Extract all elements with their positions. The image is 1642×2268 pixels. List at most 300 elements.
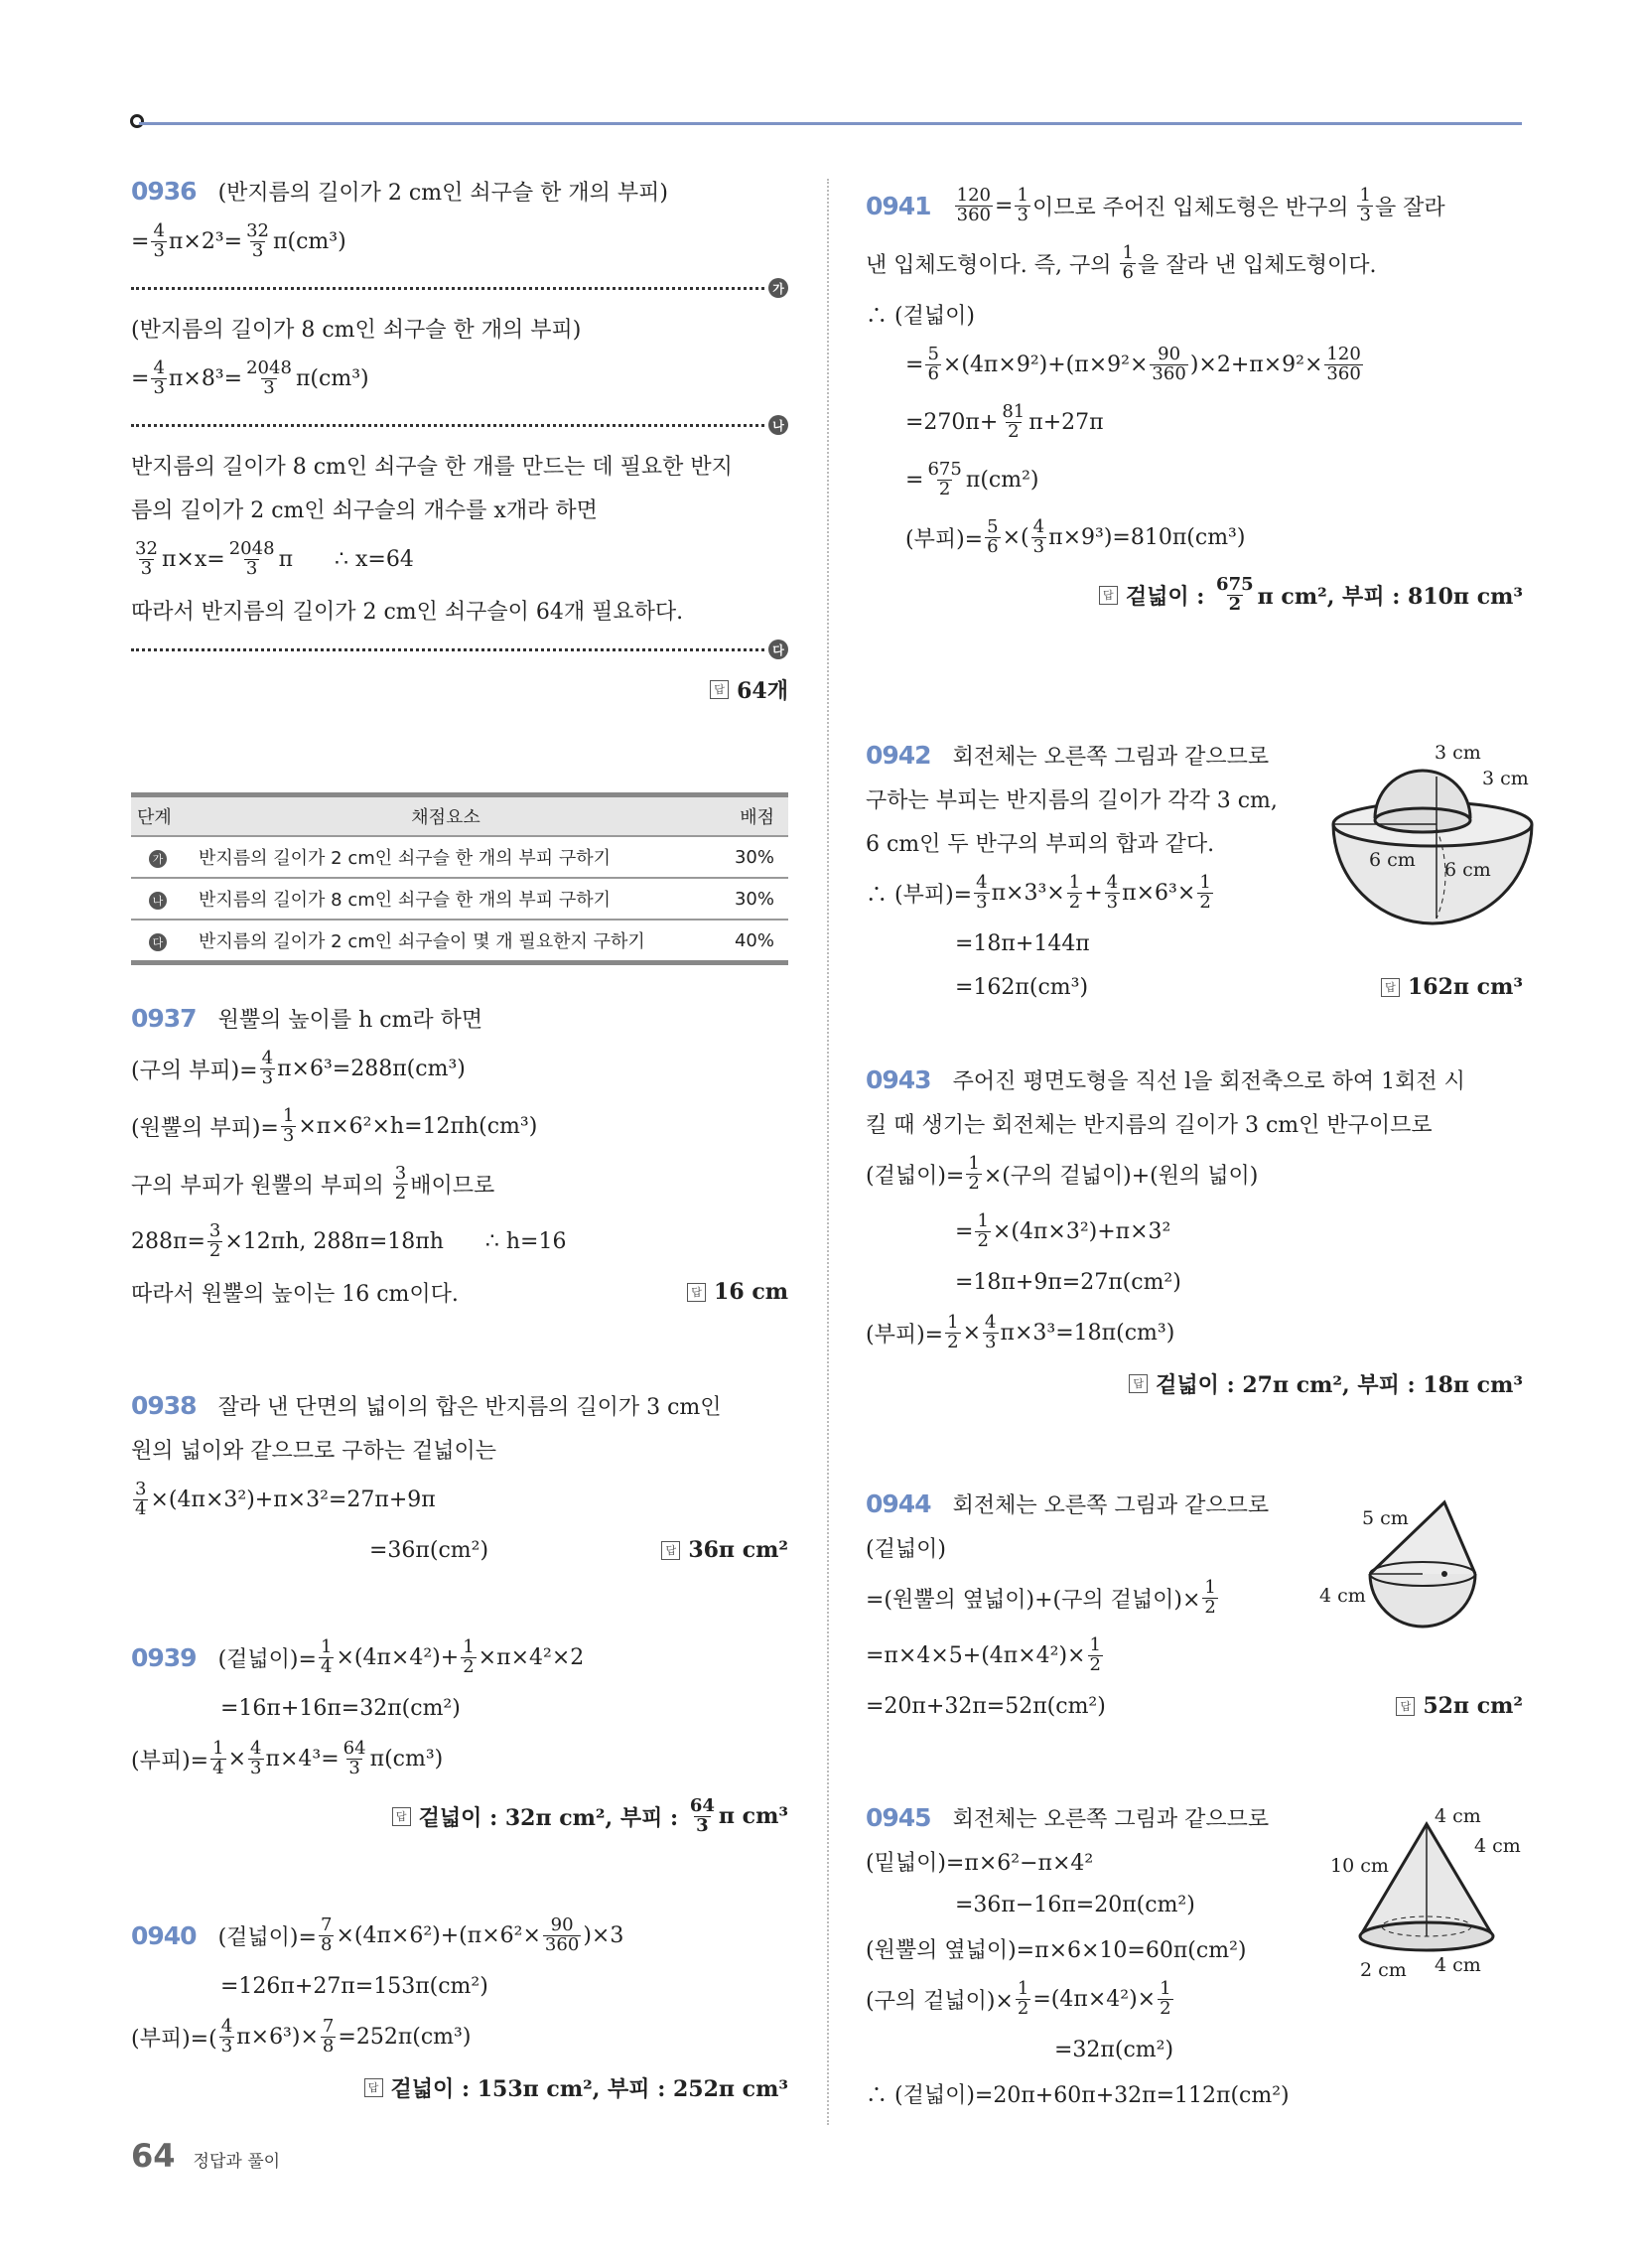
problem-number: 0941 — [866, 191, 931, 220]
denominator: 360 — [1152, 362, 1186, 384]
line-content — [866, 783, 1278, 814]
problem-number: 0938 — [131, 1390, 197, 1420]
denominator: 3 — [263, 376, 275, 398]
text-run: 반지름의 길이가 8 cm인 쇠구슬 한 개를 만드는 데 필요한 반지 — [131, 454, 733, 480]
denominator: 3 — [1359, 204, 1371, 225]
text-run: (원뿔의 옆넓이)=π×6×10=60π(cm²) — [866, 1937, 1247, 1963]
text-run: ×(4π×6²)+(π×6²× — [336, 1922, 541, 1948]
text-run: ×(4π×3²)+π×3² — [992, 1218, 1171, 1244]
line-content — [220, 1696, 461, 1721]
answer-icon: 답 — [1129, 1374, 1148, 1393]
step-separator — [131, 632, 788, 667]
solution-line — [131, 996, 788, 1040]
header-step: 단계 — [131, 795, 198, 837]
text-run: 겉넓이 : 27π cm², 부피 : 18π cm³ — [1156, 1371, 1523, 1398]
solution-line — [131, 1383, 788, 1427]
text-run: = — [131, 365, 150, 391]
header-rule — [139, 122, 1522, 125]
figure-0942-hemispheres — [1325, 737, 1539, 925]
problem-0943 — [866, 1058, 1523, 1405]
numerator: 5 — [927, 343, 939, 364]
fraction — [281, 1104, 296, 1146]
text-run: π cm³ — [718, 1803, 788, 1829]
answer-icon: 답 — [364, 2078, 383, 2097]
fraction — [319, 1916, 334, 1955]
line-content — [866, 1311, 1175, 1352]
numerator: 3 — [394, 1162, 407, 1184]
denominator: 3 — [251, 239, 264, 261]
fraction — [1197, 871, 1212, 913]
text-run: (구의 부피)= — [131, 1058, 258, 1083]
solution-line — [866, 508, 1523, 566]
text-run: =20π+32π=52π(cm²) — [866, 1693, 1106, 1719]
solution-line — [131, 1270, 788, 1314]
text-run: × — [227, 1746, 247, 1772]
numerator: 1 — [1199, 871, 1211, 893]
row-score: 30% — [694, 878, 788, 920]
text-run: (겉넓이)= — [217, 1646, 317, 1672]
denominator: 3 — [1032, 535, 1045, 557]
problem-number: 0943 — [866, 1064, 931, 1094]
text-run: ×π×4²×2 — [478, 1644, 585, 1670]
text-run: (부피)=( — [131, 2026, 217, 2052]
problem-number: 0939 — [131, 1642, 197, 1672]
text-run: 이므로 주어진 입체도형은 반구의 — [1031, 195, 1356, 220]
solution-line — [131, 1040, 788, 1097]
text-run: π×2³= — [168, 228, 243, 254]
line-content — [866, 871, 1215, 913]
denominator: 2 — [968, 1172, 980, 1194]
problem-0937 — [131, 996, 788, 1314]
text-run: = — [905, 467, 924, 493]
numerator: 2048 — [246, 356, 292, 378]
line-content — [866, 1488, 1269, 1519]
page-label: 정답과 풀이 — [193, 2152, 281, 2172]
text-run: + — [1084, 880, 1103, 906]
text-run: (반지름의 길이가 2 cm인 쇠구슬 한 개의 부피) — [217, 180, 668, 206]
denominator: 3 — [140, 557, 153, 579]
denominator: 3 — [348, 1757, 360, 1778]
text-run: =32π(cm²) — [1054, 2037, 1174, 2062]
numerator: 1 — [968, 1152, 980, 1174]
answer-icon: 답 — [1381, 978, 1400, 997]
text-run: π×8³= — [168, 365, 243, 391]
fraction — [244, 219, 271, 261]
solution-line — [131, 306, 788, 350]
numerator: 4 — [250, 1737, 262, 1759]
text-run: 킬 때 생기는 회전체는 반지름의 길이가 3 cm인 반구이므로 — [866, 1112, 1433, 1138]
denominator: 360 — [544, 1933, 580, 1955]
line-content — [131, 1635, 585, 1677]
denominator: 2 — [1068, 891, 1081, 913]
line-content — [866, 1532, 946, 1563]
text-run: (겉넓이)= — [217, 1924, 317, 1950]
numerator: 4 — [153, 356, 165, 378]
solution-line — [866, 1058, 1523, 1101]
step-marker: 나 — [768, 415, 788, 435]
text-run: =16π+16π=32π(cm²) — [220, 1695, 461, 1721]
line-content — [866, 1933, 1246, 1964]
solution-line — [866, 234, 1523, 292]
text-run: (반지름의 길이가 8 cm인 쇠구슬 한 개의 부피) — [131, 317, 582, 343]
answer-icon: 답 — [1099, 586, 1118, 605]
line-content — [131, 176, 668, 207]
denominator: 2 — [1160, 1997, 1171, 2019]
line-content — [955, 1209, 1171, 1251]
numerator: 1 — [282, 1104, 295, 1126]
numerator: 120 — [956, 184, 992, 206]
text-run: π×3³=18π(cm³) — [1000, 1320, 1175, 1346]
text-run: π×6³=288π(cm³) — [277, 1056, 466, 1081]
denominator: 2 — [208, 1239, 221, 1261]
denominator: 3 — [1106, 891, 1119, 913]
table-row — [131, 920, 788, 963]
solution-line — [866, 921, 1523, 965]
fraction — [1150, 343, 1187, 384]
denominator: 8 — [322, 2035, 335, 2056]
numerator: 1 — [320, 1635, 333, 1657]
fig-label: 5 cm — [1362, 1507, 1409, 1529]
line-content — [866, 1152, 1259, 1194]
problem-0938 — [131, 1383, 788, 1572]
line-content — [131, 1162, 495, 1204]
text-run: )×3 — [583, 1922, 624, 1948]
table-row — [131, 878, 788, 920]
text-run: (원뿔의 부피)= — [131, 1115, 279, 1141]
denominator: 2 — [947, 1331, 959, 1352]
numerator: 64 — [689, 1794, 715, 1816]
text-run: 낸 입체도형이다. 즉, 구의 — [866, 252, 1119, 278]
solution-line — [131, 350, 788, 407]
fraction — [210, 1737, 225, 1778]
denominator: 2 — [1008, 420, 1020, 442]
text-run: 을 잘라 — [1374, 195, 1445, 220]
header-bullet — [130, 114, 144, 128]
text-run: =252π(cm³) — [338, 2024, 472, 2050]
text-run: 겉넓이 : — [1125, 583, 1213, 610]
numerator: 7 — [320, 1914, 333, 1935]
text-run: π(cm³) — [369, 1746, 444, 1772]
solution-line — [131, 1155, 788, 1212]
answer-line — [866, 1361, 1523, 1405]
solution-line — [131, 443, 788, 487]
line-content — [866, 241, 1377, 283]
row-score: 30% — [694, 836, 788, 878]
solution-line — [131, 530, 788, 588]
line-content — [866, 1108, 1433, 1139]
denominator: 2 — [463, 1655, 475, 1677]
solution-line — [866, 1795, 1332, 1839]
row-item: 반지름의 길이가 2 cm인 쇠구슬 한 개의 부피 구하기 — [198, 836, 694, 878]
answer — [1396, 1693, 1523, 1719]
dotted-rule — [131, 287, 764, 290]
text-run: ∴ (겉넓이) — [866, 303, 975, 329]
fraction — [1105, 871, 1120, 913]
fig-label: 4 cm — [1319, 1585, 1366, 1607]
text-run: π(cm³) — [273, 228, 346, 254]
fig-label: 4 cm — [1435, 1954, 1481, 1976]
line-content — [905, 515, 1246, 557]
solution-line — [131, 1730, 788, 1787]
text-run: (구의 겉넓이)× — [866, 1988, 1014, 2014]
text-run: = — [905, 352, 924, 377]
fraction — [461, 1635, 476, 1677]
denominator: 3 — [261, 1066, 274, 1088]
text-run: 을 잘라 낸 입체도형이다. — [1137, 252, 1377, 278]
text-run: 162π cm³ — [1408, 974, 1523, 1000]
line-content — [131, 2015, 472, 2056]
step-separator — [131, 270, 788, 306]
text-run: = — [955, 1218, 974, 1244]
solution-line — [866, 1101, 1523, 1145]
text-run: π×6³)× — [236, 2024, 319, 2050]
dotted-rule — [131, 648, 764, 651]
text-run: =18π+9π=27π(cm²) — [955, 1269, 1181, 1295]
fraction — [925, 343, 940, 384]
fraction — [1016, 1977, 1030, 2019]
text-run: π ∴ x=64 — [278, 546, 414, 572]
text-run: 회전체는 오른쪽 그림과 같으므로 — [952, 1492, 1270, 1518]
text-run: ×12πh, 288π=18πh ∴ h=16 — [224, 1228, 567, 1254]
text-run: (겉넓이)= — [866, 1163, 965, 1189]
line-content — [866, 2078, 1290, 2109]
line-content — [866, 1576, 1220, 1618]
text-run: =π×4×5+(4π×4²)× — [866, 1642, 1086, 1668]
text-run: π(cm³) — [295, 365, 369, 391]
solution-line — [866, 451, 1523, 508]
answer-line — [866, 566, 1523, 624]
page-footer — [131, 2137, 280, 2175]
solution-line — [131, 1212, 788, 1270]
line-content — [131, 1478, 436, 1519]
line-content — [866, 1064, 1465, 1095]
numerator: 675 — [927, 458, 962, 480]
problem-number: 0940 — [131, 1920, 197, 1950]
text-run: 따라서 반지름의 길이가 2 cm인 쇠구슬이 64개 필요하다. — [131, 599, 684, 625]
denominator: 3 — [220, 2035, 233, 2056]
numerator: 3 — [135, 1478, 147, 1499]
answer — [661, 1537, 788, 1563]
numerator: 1 — [1204, 1576, 1216, 1598]
line-content — [131, 1434, 496, 1465]
row-score: 40% — [694, 920, 788, 963]
numerator: 90 — [550, 1914, 574, 1935]
solution-line — [866, 2028, 1523, 2071]
numerator: 1 — [1160, 1977, 1171, 1999]
text-run: × — [962, 1320, 982, 1346]
text-run: π×9³)=810π(cm³) — [1048, 524, 1246, 550]
solution-line — [866, 336, 1523, 393]
text-run: π(cm²) — [965, 467, 1039, 493]
line-content — [866, 1694, 1106, 1719]
line-content — [866, 1802, 1269, 1833]
text-run: π×4³= — [265, 1746, 340, 1772]
solution-line — [866, 2071, 1523, 2115]
text-run: ∴ (겉넓이)=20π+60π+32π=112π(cm²) — [866, 2082, 1290, 2108]
row-item: 반지름의 길이가 8 cm인 쇠구슬 한 개의 부피 구하기 — [198, 878, 694, 920]
numerator: 1 — [1068, 871, 1081, 893]
fraction — [985, 515, 1000, 557]
problem-0941 — [866, 177, 1523, 624]
fraction — [543, 1916, 581, 1955]
line-content — [131, 219, 346, 261]
denominator: 3 — [282, 1124, 295, 1146]
problem-number: 0942 — [866, 740, 931, 770]
line-content — [131, 356, 369, 398]
line-content — [131, 595, 683, 626]
answer — [1129, 1368, 1523, 1399]
text-run: (겉넓이) — [866, 1536, 946, 1562]
text-run: =(4π×4²)× — [1032, 1986, 1157, 2012]
text-run: 주어진 평면도형을 직선 l을 회전축으로 하여 1회전 시 — [952, 1068, 1465, 1094]
problem-number: 0937 — [131, 1003, 197, 1033]
fraction — [342, 1737, 368, 1778]
numerator: 1 — [463, 1635, 475, 1657]
text-run: (부피)= — [905, 526, 984, 552]
answer — [1381, 974, 1523, 1000]
answer — [710, 674, 788, 705]
fraction — [974, 871, 989, 913]
fig-label: 6 cm — [1444, 859, 1491, 881]
fraction — [1202, 1576, 1217, 1618]
step-marker: 다 — [149, 933, 167, 951]
solution-line — [866, 177, 1523, 234]
figure-0945-cone-sphere — [1330, 1802, 1529, 1981]
line-content — [131, 1277, 459, 1308]
text-run: 36π cm² — [688, 1537, 788, 1563]
text-run: =(원뿔의 옆넓이)+(구의 겉넓이)× — [866, 1587, 1201, 1613]
answer — [392, 1794, 788, 1836]
dotted-rule — [131, 424, 764, 427]
denominator: 3 — [245, 557, 258, 579]
fraction — [945, 1311, 960, 1352]
fraction — [227, 537, 277, 579]
line-content — [955, 1270, 1181, 1295]
text-run: ×(4π×4²)+ — [336, 1644, 460, 1670]
text-run: = — [131, 228, 150, 254]
text-run: 구하는 부피는 반지름의 길이가 각각 3 cm, — [866, 787, 1278, 813]
line-content — [905, 458, 1039, 499]
text-run: π+27π — [1028, 409, 1104, 435]
numerator: 64 — [342, 1737, 366, 1759]
answer — [687, 1279, 788, 1305]
denominator: 2 — [1017, 1997, 1029, 2019]
text-run: 64개 — [737, 677, 788, 704]
solution-line — [131, 1907, 788, 1964]
fraction — [983, 1311, 998, 1352]
fraction — [1088, 1633, 1103, 1675]
denominator: 2 — [1228, 593, 1242, 615]
solution-line — [131, 1629, 788, 1686]
answer — [1099, 573, 1523, 615]
answer-icon: 답 — [1396, 1697, 1415, 1716]
fraction — [319, 1635, 334, 1677]
solution-line — [866, 1839, 1332, 1883]
denominator: 3 — [153, 239, 165, 261]
numerator: 5 — [987, 515, 999, 537]
denominator: 360 — [956, 204, 992, 225]
answer-icon: 답 — [710, 680, 729, 699]
line-content — [220, 1974, 488, 1999]
step-marker: 나 — [149, 892, 167, 910]
line-content — [131, 313, 581, 344]
fraction — [244, 356, 294, 398]
step-marker: 가 — [149, 850, 167, 868]
numerator: 4 — [153, 219, 165, 241]
page-number: 64 — [131, 2137, 176, 2175]
text-run: = — [995, 193, 1014, 218]
problem-0940 — [131, 1907, 788, 2109]
line-content — [131, 1390, 722, 1421]
numerator: 4 — [976, 871, 988, 893]
line-content — [955, 1893, 1195, 1917]
text-run: π×x= — [161, 546, 225, 572]
text-run: π cm², 부피 : 810π cm³ — [1257, 583, 1523, 610]
text-run: =162π(cm³) — [955, 974, 1089, 1000]
line-content — [131, 1916, 623, 1955]
text-run: π×6³× — [1122, 880, 1196, 906]
numerator: 4 — [1032, 515, 1045, 537]
answer-line — [131, 2065, 788, 2109]
numerator: 675 — [1216, 573, 1254, 595]
line-content — [131, 450, 733, 481]
denominator: 6 — [987, 535, 999, 557]
numerator: 32 — [246, 219, 270, 241]
fig-label: 3 cm — [1482, 768, 1529, 789]
fraction — [975, 1209, 990, 1251]
step-marker: 가 — [768, 278, 788, 298]
text-run: ∴ (부피)= — [866, 882, 973, 908]
text-run: 겉넓이 : 32π cm², 부피 : — [418, 1804, 686, 1831]
text-run: ×π×6²×h=12πh(cm³) — [298, 1113, 538, 1139]
solution-line — [866, 1145, 1523, 1203]
figure-0944-cone-hemisphere — [1315, 1494, 1534, 1653]
text-run: 회전체는 오른쪽 그림과 같으므로 — [952, 744, 1270, 770]
answer-line — [131, 667, 788, 711]
numerator: 1 — [1017, 184, 1028, 206]
line-content — [866, 1977, 1175, 2019]
denominator: 3 — [696, 1814, 709, 1836]
scoring-table — [131, 792, 788, 965]
solution-line — [866, 965, 1523, 1009]
text-run: (부피)= — [131, 1748, 209, 1773]
text-run: =36π−16π=20π(cm²) — [955, 1892, 1195, 1917]
denominator: 2 — [977, 1229, 989, 1251]
fraction — [1120, 241, 1135, 283]
answer-icon: 답 — [661, 1541, 680, 1560]
text-run: =36π(cm²) — [369, 1537, 489, 1563]
fraction — [1324, 343, 1362, 384]
text-run: =18π+144π — [955, 930, 1090, 956]
line-content — [866, 827, 1214, 858]
denominator: 6 — [927, 362, 939, 384]
text-run: 회전체는 오른쪽 그림과 같으므로 — [952, 1806, 1270, 1832]
fraction — [1031, 515, 1046, 557]
fraction — [1158, 1977, 1172, 2019]
header-item: 채점요소 — [198, 795, 694, 837]
denominator: 2 — [1199, 891, 1211, 913]
step-marker: 다 — [768, 639, 788, 659]
denominator: 2 — [938, 478, 951, 499]
step-separator — [131, 407, 788, 443]
text-run: 배이므로 — [410, 1173, 495, 1199]
solution-line — [866, 1525, 1322, 1569]
numerator: 120 — [1326, 343, 1361, 364]
fraction — [966, 1152, 981, 1194]
line-content — [131, 494, 598, 524]
fraction — [1067, 871, 1082, 913]
solution-line — [866, 393, 1523, 451]
